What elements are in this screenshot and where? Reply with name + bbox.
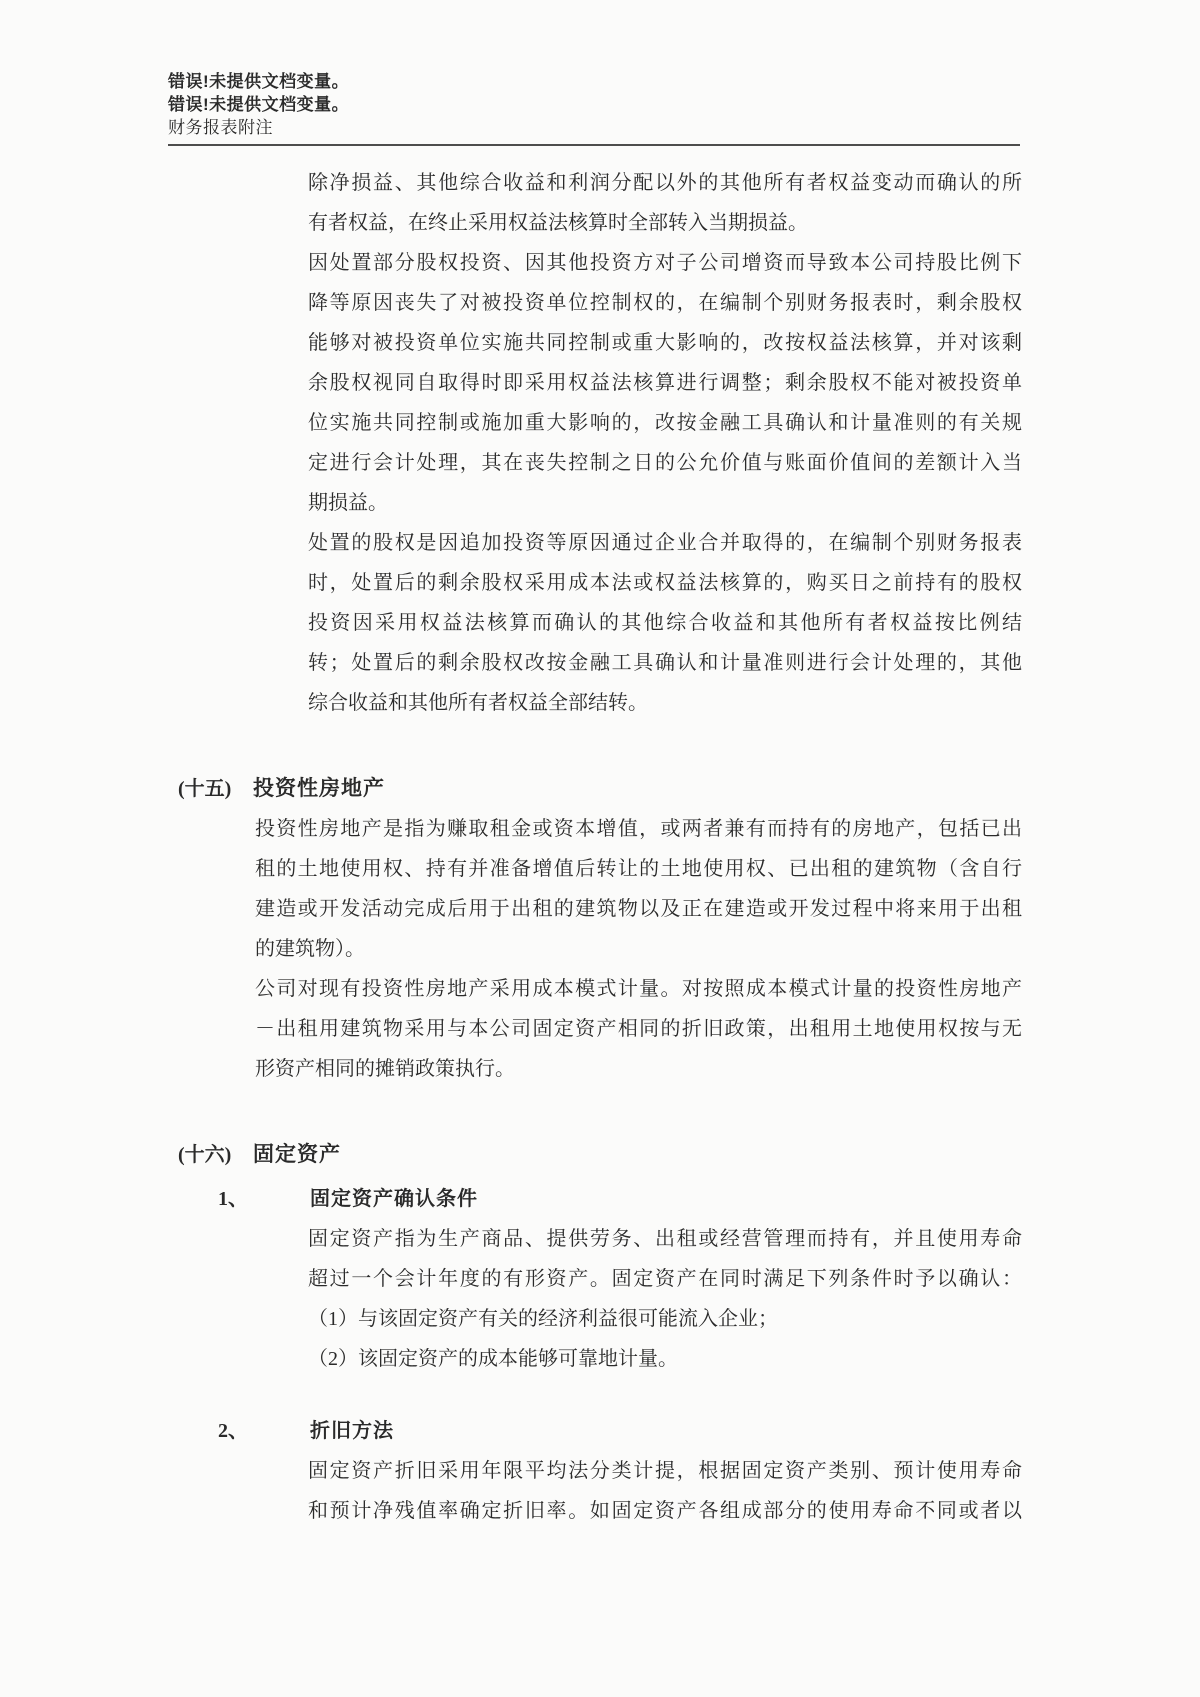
paragraph <box>0 1339 1200 1379</box>
text-line: 除净损益、其他综合收益和利润分配以外的其他所有者权益变动而确认的所 <box>308 172 1022 194</box>
section-heading <box>0 769 1200 809</box>
text-line: 能够对被投资单位实施共同控制或重大影响的，改按权益法核算，并对该剩 <box>308 332 1022 354</box>
subsection-title: 固定资产确认条件 <box>310 1188 478 1210</box>
header-rule <box>168 144 1020 146</box>
text-line: 转；处置后的剩余股权改按金融工具确认和计量准则进行会计处理的，其他 <box>308 652 1022 674</box>
text-line: 投资性房地产是指为赚取租金或资本增值，或两者兼有而持有的房地产，包括已出 <box>255 818 1022 840</box>
subsection-heading <box>0 1411 1200 1451</box>
text-line: 综合收益和其他所有者权益全部结转。 <box>308 692 648 714</box>
section-title: 投资性房地产 <box>253 777 385 800</box>
text-line: 时，处置后的剩余股权采用成本法或权益法核算的，购买日之前持有的股权 <box>308 572 1022 594</box>
text-line: 超过一个会计年度的有形资产。固定资产在同时满足下列条件时予以确认： <box>308 1268 1022 1290</box>
text-line: （2）该固定资产的成本能够可靠地计量。 <box>308 1348 678 1370</box>
text-line: 固定资产指为生产商品、提供劳务、出租或经营管理而持有，并且使用寿命 <box>308 1228 1022 1250</box>
text-line: 处置的股权是因追加投资等原因通过企业合并取得的，在编制个别财务报表 <box>308 532 1022 554</box>
text-line: 因处置部分股权投资、因其他投资方对子公司增资而导致本公司持股比例下 <box>308 252 1022 274</box>
text-line: 期损益。 <box>308 492 388 514</box>
header-subtitle: 财务报表附注 <box>168 118 273 137</box>
text-line: 公司对现有投资性房地产采用成本模式计量。对按照成本模式计量的投资性房地产 <box>255 978 1022 1000</box>
text-line: 位实施共同控制或施加重大影响的，改按金融工具确认和计量准则的有关规 <box>308 412 1022 434</box>
text-line: 投资因采用权益法核算而确认的其他综合收益和其他所有者权益按比例结 <box>308 612 1022 634</box>
text-line: 的建筑物）。 <box>255 938 365 960</box>
text-line: 形资产相同的摊销政策执行。 <box>255 1058 515 1080</box>
document-body <box>0 163 1200 1531</box>
paragraph <box>0 1299 1200 1339</box>
text-line: 固定资产折旧采用年限平均法分类计提，根据固定资产类别、预计使用寿命 <box>308 1460 1022 1482</box>
section-heading <box>0 1135 1200 1175</box>
section-number: (十六) <box>178 1144 232 1166</box>
text-line: 余股权视同自取得时即采用权益法核算进行调整；剩余股权不能对被投资单 <box>308 372 1022 394</box>
section-number: (十五) <box>178 778 232 800</box>
subsection-title: 折旧方法 <box>310 1420 394 1442</box>
subsection-heading <box>0 1179 1200 1219</box>
text-line: （1）与该固定资产有关的经济利益很可能流入企业； <box>308 1308 778 1330</box>
header-doc-variable-error-2: 错误!未提供文档变量。 <box>168 95 350 114</box>
paragraph <box>0 163 1200 243</box>
paragraph <box>0 1451 1200 1531</box>
text-line: 建造或开发活动完成后用于出租的建筑物以及正在建造或开发过程中将来用于出租 <box>255 898 1022 920</box>
header-doc-variable-error-1: 错误!未提供文档变量。 <box>168 72 350 91</box>
text-line: 有者权益，在终止采用权益法核算时全部转入当期损益。 <box>308 212 808 234</box>
text-line: 租的土地使用权、持有并准备增值后转让的土地使用权、已出租的建筑物（含自行 <box>255 858 1022 880</box>
section-title: 固定资产 <box>253 1143 341 1166</box>
page-header <box>168 70 1020 146</box>
paragraph <box>0 809 1200 969</box>
subsection-number: 1、 <box>218 1188 248 1210</box>
paragraph <box>0 1219 1200 1299</box>
subsection-number: 2、 <box>218 1420 248 1442</box>
text-line: 降等原因丧失了对被投资单位控制权的，在编制个别财务报表时，剩余股权 <box>308 292 1022 314</box>
paragraph <box>0 243 1200 523</box>
paragraph <box>0 523 1200 723</box>
paragraph <box>0 969 1200 1089</box>
text-line: －出租用建筑物采用与本公司固定资产相同的折旧政策，出租用土地使用权按与无 <box>255 1018 1022 1040</box>
text-line: 和预计净残值率确定折旧率。如固定资产各组成部分的使用寿命不同或者以 <box>308 1500 1022 1522</box>
text-line: 定进行会计处理，其在丧失控制之日的公允价值与账面价值间的差额计入当 <box>308 452 1022 474</box>
